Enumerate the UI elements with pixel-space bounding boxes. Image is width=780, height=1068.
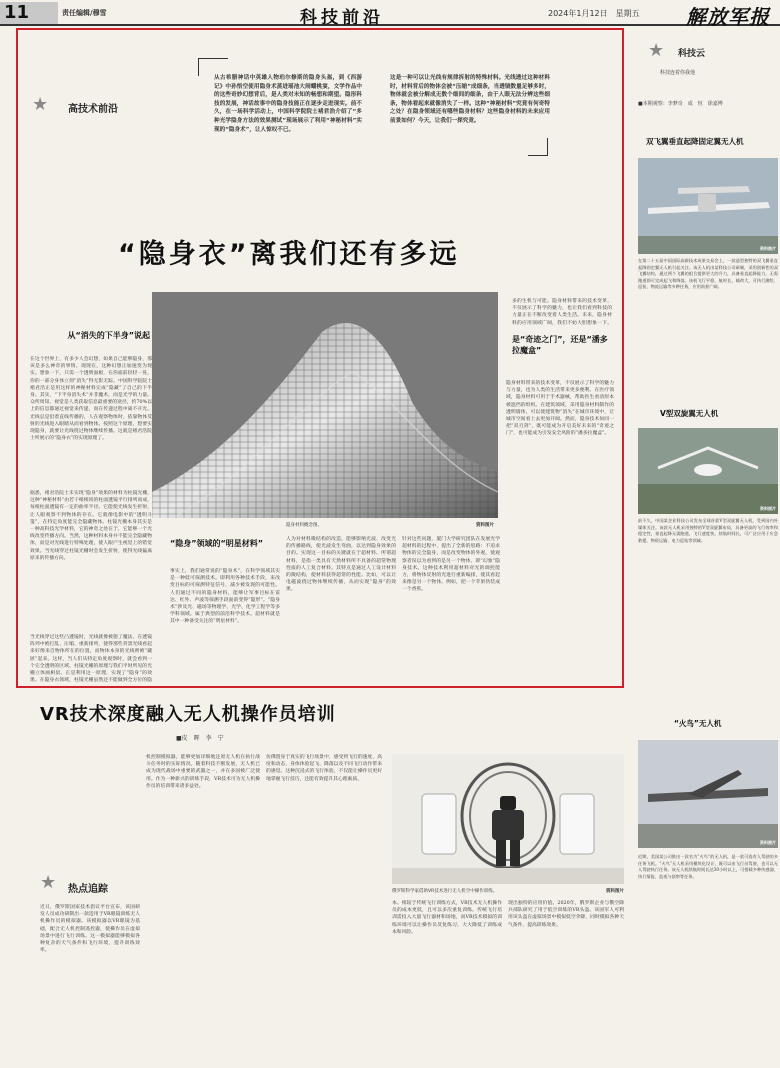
issue-date: 2024年1月12日 星期五 xyxy=(548,9,640,18)
vr-photo xyxy=(392,754,624,884)
vr-kicker: 热点追踪 xyxy=(68,884,108,895)
item1-body: 在第二十五届中国国际高新技术成果交易会上，一款造型独特的双飞翼垂直起降固定翼无人机引起关注。该无人机由某科技公司研制，采用创新性的双飞翼结构，通过两个飞翼的组合提供更大的升力，具备垂直起降能力，无需跑道即可完成起飞和降落。该机飞行平稳，航时长，载荷大，可执行测绘、巡检、物流运输等多种任务，应用前景广阔。 xyxy=(638,258,778,290)
item1-photo-source: 资料图片 xyxy=(760,246,776,251)
main-kicker: 高技术前沿 xyxy=(68,104,118,115)
vr-col-1: 近日，俄罗斯国家技术倡议平台宣布，该国研发人员成功研制出一款适用于VR眼镜训练无人机操作员的模拟器。该模拟器以VR眼镜为基础，配合无人机控制遥控器，使操作员在虚拟场景中进行飞行训练。这一模拟器能够模拟各种复杂的天气条件和飞行环境，提升训练效率。 xyxy=(40,905,140,954)
star-icon: ★ xyxy=(32,94,49,115)
main-photo-caption: 隐身材料概念图。 xyxy=(286,523,322,528)
subhead-star-material: “隐身”领域的“明星材料” xyxy=(170,539,264,548)
body-col-1: 在这个世界上，有多少人会幻想，如果自己能够隐身，那该是多么神奇的事情。现现在，这种幻想正加速变为现实。想象一下，只需一个透明面板，在你面前轻轻一晃，你的一部分身体立刻“消失”得无影无踪。中国科学院院士褚君浩正是用这样的神秘材料完成“隐藏”了自己的下半身。其实，“下半身消失术”并非魔术，而是光学的力量。众所周知，视觉是人类获取信息最重要的途径，约70%以上的信息都通过视觉来传递，而在传递过程中离不开光。光线总是沿着直线传播的，人在观察物体时，依靠物体反射的光线进入眼睛从而看到物体。按照这个原理，想要实现隐身，就要让光线绕过物体继续传播。这就是褚君浩院士所展示的“隐身衣”的实现原理了。 xyxy=(30,357,152,442)
vr-col-4: 本。相较于传统飞行训练方式，VR技术无人机操作员的成本更低，且可以多次重复训练。传统飞行培训需投入大量飞行器材和场地，而VR技术模拟的训练环境可以让操作员反复练习，大大降低了训练成本和风险。 xyxy=(392,901,502,935)
vr-photo-source: 资料图片 xyxy=(606,889,624,894)
vr-photo-caption-bar xyxy=(392,888,624,894)
lead-paragraph-right: 这是一种可以让光线有规律拆射的特殊材料。光线透过这种材料时，材料背后的物体会被“压缩”成细条，当透镜数量足够多时，物体就会被分解成无数个细间的细条，由于人眼无法分辨这些细条，物体看起来就像消失了一样。这种“神秘材料”究竟有何奇特之处？在隐身领域还有哪些隐身材料？这些隐身材料的未来应用前景如何？今天，让我们一探究竟。 xyxy=(390,75,550,124)
page-header xyxy=(0,0,780,29)
sidebar-title: 科技云 xyxy=(678,49,706,59)
main-headline: “隐身衣”离我们还有多远 xyxy=(118,239,460,270)
vr-col-2: 机控制模拟器，能够更加详细地还原无人机在执行战斗任务时的实际情况。随着科技不断发展，无人机已成为现代战场中重要的武器之一，并在多国被广泛使用。作为一种新兴的训练手段，VR技术可为无人机操作员的培训带来诸多益处。 xyxy=(146,755,260,789)
body-col-2: 据悉，褚君浩院士未实现“隐身”效果的材料为柱镜光栅，这种“神秘材料”由若干根相同的柱面透镜平行排列而成，每根柱面透镜有一定的曲率半径。它能使光线发生折射，让人眼观察不到物体的存在。它就像电影中的“透明斗篷”，在特定角度能完全隐藏物体。柱镜光栅本身其实是一种高科技光学材料，它的神奇之处在于，它能够一个光线改变传播方向。当然，这种材料本身并不能完全隐藏物体，而是对光线进行特殊处理，使人眼产生视觉上的错觉效果。当光线穿过柱镜光栅时会发生折射，使得光线偏离原来的传播方向。 xyxy=(30,491,152,561)
item1-photo xyxy=(638,158,778,254)
body-col-right: 多的生机与可能。隐身材料带来的技术变革，不仅展示了科学的魅力，也让我们看到科技的力量正在不断改变着人类生活。未来，隐身材料的应用领域广阔，我们不妨大胆想象一下。 xyxy=(512,299,612,326)
body-col-3: 当光线穿过这些凸透镜时，光线就像被施了魔法，在透镜阵列中被打乱、压缩、重新排列，使得那些背景光线看起来好像来自物体所在的位置，而物体本身的光线则被“藏匿”起来。这样，当人们从特定角度观察时，就会看到一个完全透明的区域。柱镜光栅的原理与我们平时所见的光栅立体画相似。正是利用这一原理，实现了“隐身”的效果。在隐身衣领域，柱镜光栅虽然还不能做到全方位的隐 xyxy=(30,635,152,684)
star-icon: ★ xyxy=(40,872,57,893)
item2-body: 前不久，中国某企业科技公司发布全球首款V型双旋翼无人机，受到国内外媒体关注。该款无人机采用独特的V型双旋翼布局，具备更高的飞行效率和稳定性，垂直起降无需跑道，飞行速度快，续航时间长，可广泛应用于应急救援、物资运输、电力巡检等领域。 xyxy=(638,518,778,543)
item3-body: 近期，美国某公司推出一款名为“火鸟”的无人机，是一款可选有人驾驶的多任务飞机。“火鸟”无人机采用模块化设计，既可以由飞行员驾驶，也可以无人驾驶执行任务。该无人机续航时间长达30小时以上，可搭载多种传感器，执行情报、监视与侦察等任务。 xyxy=(638,854,778,879)
sidebar-tech-cloud xyxy=(634,28,780,1068)
item3-photo-source: 资料图片 xyxy=(760,840,776,845)
main-photo-source: 资料图片 xyxy=(476,523,494,528)
vr-photo-caption: 俄罗斯科学家借助VR技术进行无人机空中操作训练。 xyxy=(392,889,498,894)
drone-image xyxy=(638,158,778,254)
subhead-pandora: 是“奇迹之门”，还是“潘多拉魔盒” xyxy=(512,335,608,355)
lead-bracket-bottom xyxy=(528,138,548,156)
editor-credit: 责任编辑/穆雪 xyxy=(62,9,107,17)
item2-photo-source: 资料图片 xyxy=(760,506,776,511)
vr-headline: VR技术深度融入无人机操作员培训 xyxy=(40,704,336,725)
item2-photo xyxy=(638,428,778,514)
subhead-vanishing: 从“消失的下半身”说起 xyxy=(67,331,150,340)
body-col-4: 事实上，我们通常说的“隐身术”，在科学领域其实是一种低可探测技术。即利用各种技术手段，来改变目标的可探测特征信号，减少被发现的可能性。人们通过不同的隐身材料，能够让军事目标在雷达、红外、声波等探测手段面前变得“隐形”。“隐身术”涉及光、磁场等物理学、光学、化学工程学等多学科领域。属于典型的前沿科学技术。超材料就是其中一种备受关注的“明星材料”。 xyxy=(170,569,280,625)
item1-title: 双飞翼垂直起降固定翼无人机 xyxy=(646,137,744,146)
vr-col-3: 仿佛置身于真实的飞行场景中，感受到飞行的速度、高度和动态，身体体验起飞、降落以及不同飞行动作带来的感觉。这种沉浸式的飞行体验，不仅能让操作员更好地掌握飞行技巧，还能有效提升其心理素质。 xyxy=(266,755,382,782)
newspaper-logo: 解放军报 xyxy=(686,5,770,29)
item3-photo xyxy=(638,740,778,848)
main-photo-caption-bar xyxy=(152,520,498,530)
metamaterial-surface-image xyxy=(152,292,498,518)
body-col-5: 人为对材料微结构的改造，能够影响光波、改变光的传播路线，使光波发生弯曲，以达到隐身效果的目的。实现这一目标的关键就在于超材料。所谓超材料，是指一类具有天然材料所不具备的超常物理性质的人工复合材料。其特点是通过人工设计材料的微结构，使材料获得超常的性能。比如，可以让电磁波绕过物体继续传播，从而实现“隐身”的效果。 xyxy=(286,537,396,593)
sidebar-planners: ■本期观察：李梦奇 成 恒 徐嘉博 xyxy=(638,101,723,107)
item3-title: “火鸟”无人机 xyxy=(674,719,722,728)
section-title: 科技前沿 xyxy=(300,8,384,28)
star-icon: ★ xyxy=(648,40,665,61)
main-photo xyxy=(152,292,498,518)
item2-title: V型双旋翼无人机 xyxy=(660,409,719,418)
vr-training-image xyxy=(392,754,624,884)
vr-byline: ■皮 晖 李 宁 xyxy=(176,735,224,742)
body-col-7: 隐身材料带来的技术变革，不仅展示了科学的魅力与力量，也为人类的生活带来更多便利。在医疗领域，隐身材料可用于手术器械，帮助医生看清原本被遮挡的组织。在建筑领域，采用隐身材料制作的透明墙体，可以使建筑物“消失”在城市环境中，让城市空间看上去更加开阔。然而，隐身技术如同一把“双刃剑”，既可能成为开启美好未来的“奇迹之门”，也可能成为引发安全风险的“潘多拉魔盒”。 xyxy=(506,381,614,437)
drone-image xyxy=(638,740,778,848)
vr-col-5: 现出独特的应用价值。2020年，俄罗斯企业与俄空降兵部队研究了用于低空训练的VR头盔。该国军人可利用该头盔在虚拟场景中模拟低空伞降，同时模拟各种天气条件，提高训练效果。 xyxy=(508,901,624,928)
drone-image xyxy=(638,428,778,514)
body-col-6: 针对这些问题，厦门大学研究团队在发展光学超材料的过程中，提出了全新的思路：不追求物体的完全隐身，而是改变物体的外观，使观察者误以为看到的是另一个物体，即“幻象”隐身技术。这种技术利用超材料对光的调控能力，将物体反射的光进行重新编排，使其看起来像是另一个物体。例如，把一个苹果伪装成一个香蕉。 xyxy=(402,537,500,593)
sidebar-subtitle: 科技连着你我他 xyxy=(660,70,696,76)
lead-paragraph-left: 从古希腊神话中英雄人物珀尔修斯的隐身头盔，到《西游记》中孙悟空使用隐身术蒸进瑶池大闹蟠桃宴，文学作品中的这些奇妙幻想背后，是人类对未知的畅想和期望。隐形科技的发展，神话故事中的隐身技能正在逐步走进现实。前不久，在一场科学活动上，中国科学院院士褚君浩介绍了“多种光学隐身方法的效果测试”现场展示了利用“神秘材料”实现的“隐身术”，让人惊叹不已。 xyxy=(214,75,362,133)
page-number: 11 xyxy=(0,2,58,24)
